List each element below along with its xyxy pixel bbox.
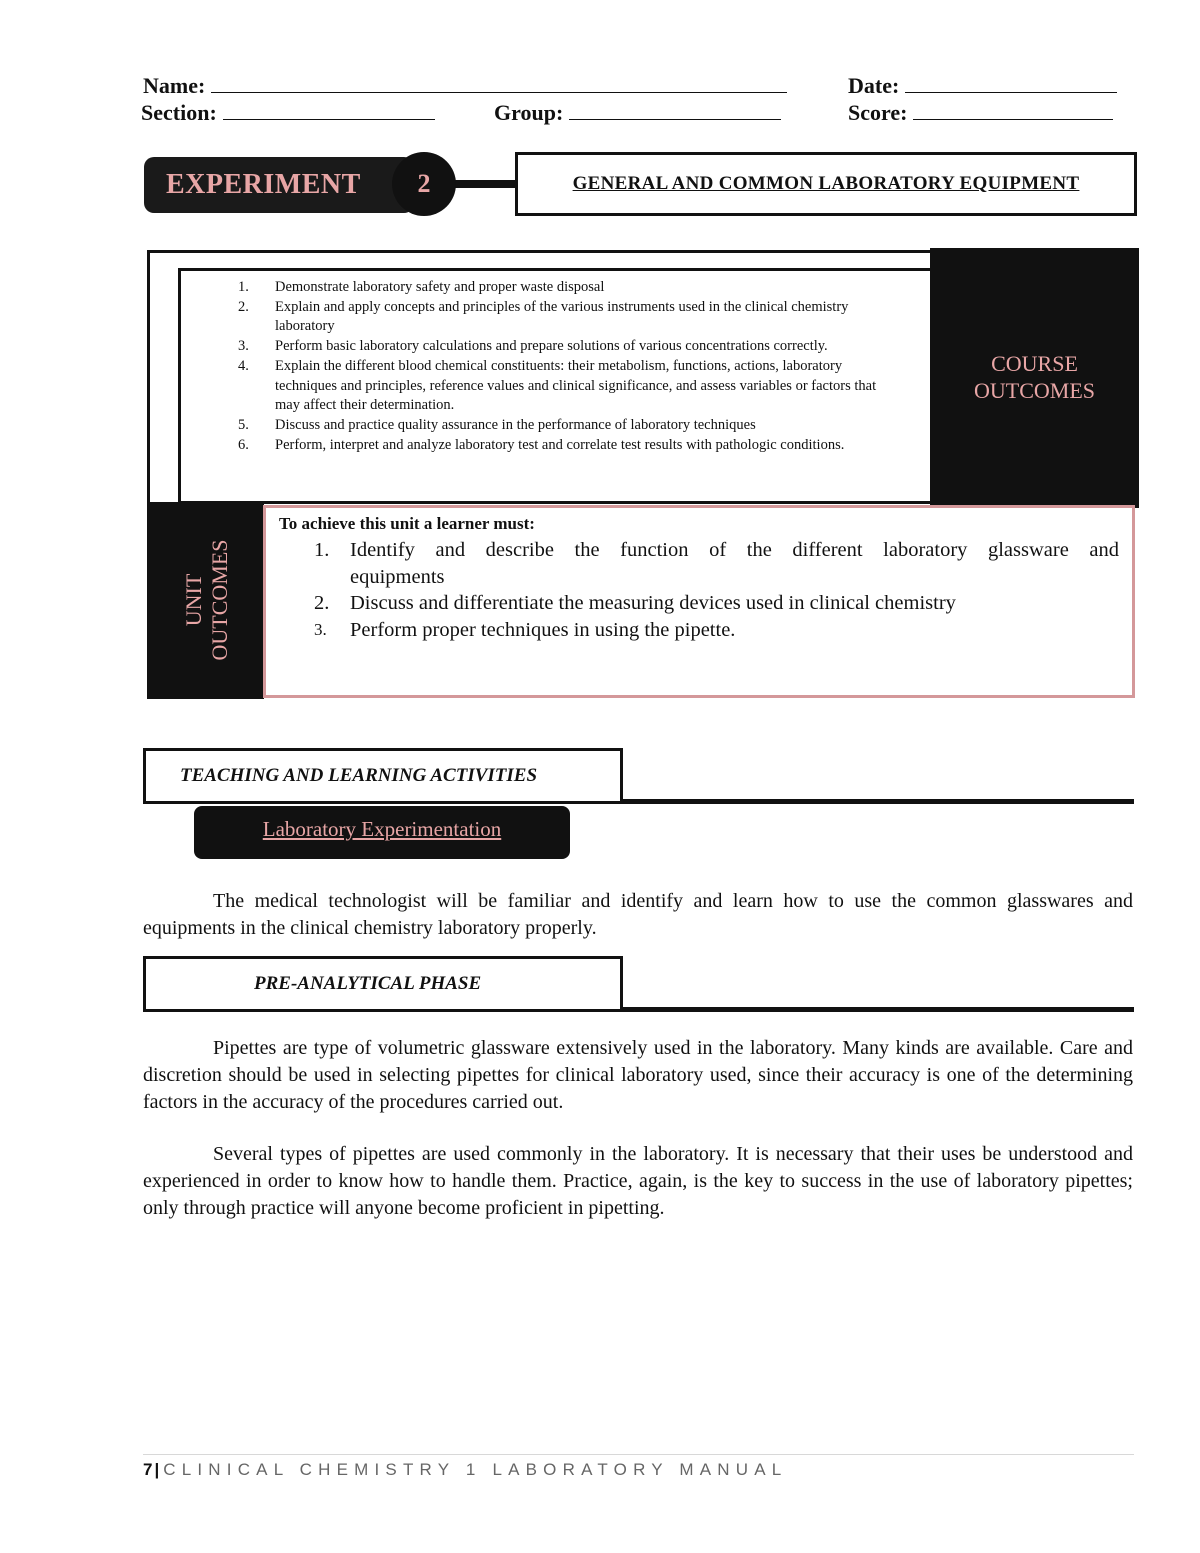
list-item [313, 590, 1119, 617]
date-field[interactable] [848, 72, 1117, 99]
course-outcomes-heading-line2: OUTCOMES [973, 378, 1095, 403]
list-item [232, 298, 892, 337]
course-outcomes-list [232, 278, 892, 455]
experiment-number: 2 [392, 152, 456, 216]
section-line[interactable] [223, 99, 435, 120]
list-number: 1. [314, 539, 330, 561]
list-number: 2. [314, 592, 330, 614]
footer-title: CLINICAL CHEMISTRY 1 LABORATORY MANUAL [163, 1460, 788, 1479]
list-number: 2. [238, 298, 249, 315]
list-text: Discuss and practice quality assurance in the performance of laboratory techniques [275, 416, 756, 433]
list-number: 6. [238, 436, 249, 453]
experiment-label: EXPERIMENT [144, 157, 414, 213]
unit-outcomes-heading-line1-text: UNIT [181, 573, 206, 627]
pre-analytical-paragraph-1 [143, 1035, 1133, 1115]
list-text: Explain and apply concepts and principles of the various instruments used in the clinical chemistry laboratory [275, 298, 849, 335]
list-text: Demonstrate laboratory safety and proper waste disposal [275, 279, 605, 295]
group-line[interactable] [569, 99, 781, 120]
unit-outcomes-intro: To achieve this unit a learner must: [279, 514, 535, 533]
unit-outcomes-heading-text [147, 502, 264, 699]
experiment-title: GENERAL AND COMMON LABORATORY EQUIPMENT [515, 152, 1137, 216]
list-item [232, 416, 892, 436]
name-line[interactable] [211, 72, 787, 93]
list-item [232, 278, 892, 298]
teaching-rule [620, 799, 1134, 804]
pre-analytical-rule [620, 1007, 1134, 1012]
section-field[interactable] [141, 99, 435, 126]
date-label: Date: [848, 73, 900, 98]
list-item [232, 337, 892, 357]
list-number: 3. [314, 619, 327, 639]
score-field[interactable] [848, 99, 1113, 126]
group-field[interactable] [494, 99, 781, 126]
list-item [313, 617, 1119, 644]
list-text: Explain the different blood chemical constituents: their metabolism, functions, actions, laboratory techniques and principles, reference values and clinical significance, and assess variables or factors that may affect their determination. [275, 357, 877, 414]
score-label: Score: [848, 100, 908, 125]
name-label: Name: [143, 73, 206, 98]
page-number: 7 [143, 1460, 153, 1479]
list-number: 4. [238, 357, 249, 374]
list-item [313, 564, 1119, 591]
list-text: Perform, interpret and analyze laboratory test and correlate test results with pathologic conditions. [275, 436, 845, 453]
list-text: Identify and describe the function of the different laboratory glassware and [350, 539, 1119, 561]
pre-analytical-heading: PRE-ANALYTICAL PHASE [143, 956, 623, 1012]
list-number: 3. [238, 338, 249, 355]
list-text: Perform basic laboratory calculations and prepare solutions of various concentrations correctly. [275, 338, 828, 355]
teaching-paragraph-text: The medical technologist will be familiar and identify and learn how to use the common glasswares and equipments in the clinical chemistry laboratory properly. [143, 890, 1133, 939]
pre-analytical-paragraph-2-text: Several types of pipettes are used commonly in the laboratory. It is necessary that their uses be understood and experienced in order to know how to handle them. Practice, again, is the key to success in the use of laboratory pipettes; only through practice will anyone become proficient in pipetting. [143, 1143, 1133, 1219]
footer-separator: | [154, 1460, 160, 1479]
course-outcomes-heading [930, 350, 1139, 404]
group-label: Group: [494, 100, 564, 125]
list-text: equipments [350, 565, 445, 588]
laboratory-experimentation-heading: Laboratory Experimentation [194, 806, 570, 859]
list-item [313, 537, 1119, 564]
list-item [232, 436, 892, 456]
footer [143, 1460, 787, 1480]
list-text: Perform proper techniques in using the pipette. [350, 618, 736, 641]
teaching-paragraph [143, 888, 1133, 942]
teaching-heading: TEACHING AND LEARNING ACTIVITIES [143, 748, 623, 804]
list-number: 1. [238, 279, 249, 295]
list-text: Discuss and differentiate the measuring devices used in clinical chemistry [350, 592, 956, 614]
list-number: 5. [238, 416, 249, 433]
pre-analytical-paragraph-1-text: Pipettes are type of volumetric glassware extensively used in the laboratory. Many kinds are available. Care and discretion should be used in selecting pipettes for clinical laboratory used, since their accuracy is one of the determining factors in the accuracy of the procedures carried out. [143, 1037, 1133, 1113]
score-line[interactable] [913, 99, 1113, 120]
footer-rule [143, 1454, 1134, 1455]
section-label: Section: [141, 100, 217, 125]
unit-outcomes-list [313, 537, 1119, 643]
unit-outcomes-heading-line2-text: OUTCOMES [207, 539, 232, 661]
experiment-connector [452, 180, 518, 188]
date-line[interactable] [905, 72, 1117, 93]
name-field[interactable] [143, 72, 787, 99]
pre-analytical-paragraph-2 [143, 1141, 1133, 1221]
course-outcomes-heading-line1: COURSE [991, 351, 1078, 376]
list-item [232, 357, 892, 416]
